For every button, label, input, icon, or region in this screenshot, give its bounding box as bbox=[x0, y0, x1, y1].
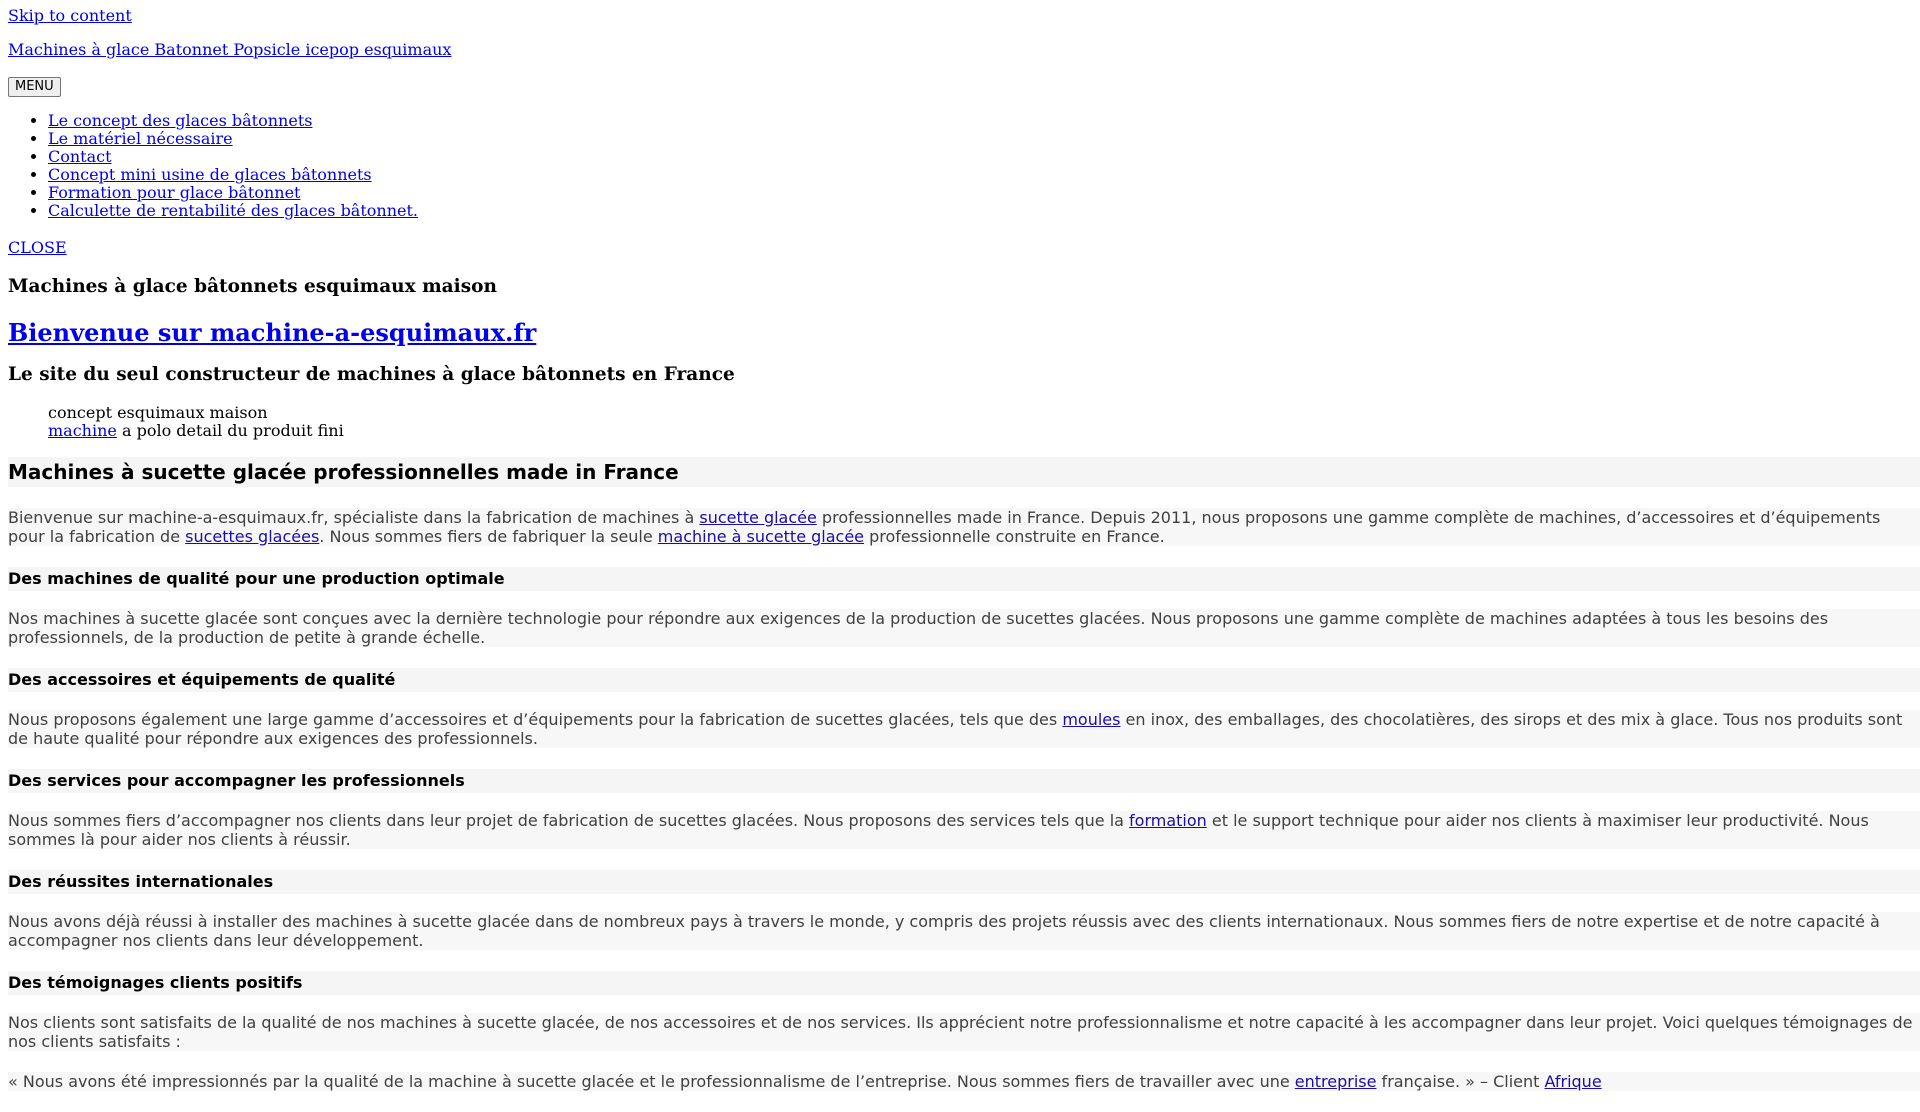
link-machine-sucette-glacee[interactable]: machine à sucette glacée bbox=[657, 527, 865, 546]
section-title-accessoires: Des accessoires et équipements de qualité bbox=[8, 668, 1920, 692]
nav-link-materiel[interactable]: Le matériel nécessaire bbox=[48, 129, 233, 148]
section-title-temoignages: Des témoignages clients positifs bbox=[8, 971, 1920, 995]
nav-item bbox=[48, 202, 418, 220]
link-formation[interactable]: formation bbox=[1129, 811, 1207, 830]
nav-item bbox=[48, 166, 418, 184]
link-entreprise[interactable]: entreprise bbox=[1294, 1072, 1377, 1091]
services-text-1: Nous sommes fiers d’accompagner nos clients dans leur projet de fabrication de sucettes glacées. Nous proposons des services tels que la bbox=[8, 811, 1130, 830]
link-moules[interactable]: moules bbox=[1062, 710, 1121, 729]
product-figure bbox=[48, 404, 344, 440]
link-sucette-glacee[interactable]: sucette glacée bbox=[699, 508, 817, 527]
tagline-heading: Le site du seul constructeur de machines à glace bâtonnets en France bbox=[8, 364, 735, 385]
site-heading: Machines à glace bâtonnets esquimaux maison bbox=[8, 276, 497, 297]
section-title-services: Des services pour accompagner les professionnels bbox=[8, 769, 1920, 793]
intro-paragraph bbox=[8, 508, 1920, 546]
section-title-machines: Des machines de qualité pour une production optimale bbox=[8, 567, 1920, 591]
link-sucettes-glacees[interactable]: sucettes glacées bbox=[185, 527, 320, 546]
nav-item bbox=[48, 148, 418, 166]
intro-text-2: professionnelles made in France. Depuis 2011, nous proposons une gamme complète de machines, d’accessoires et d’équipements pour la fabrication de bbox=[8, 508, 1881, 546]
section-title-reussites: Des réussites internationales bbox=[8, 870, 1920, 894]
nav-item bbox=[48, 130, 418, 148]
caption-text: a polo detail du produit fini bbox=[116, 421, 344, 440]
figure-caption bbox=[48, 422, 344, 440]
quote-text-2: française. » – Client bbox=[1376, 1072, 1545, 1091]
nav-item bbox=[48, 184, 418, 202]
main-content bbox=[8, 457, 1920, 1112]
broken-image-alt: concept esquimaux maison bbox=[48, 403, 268, 422]
intro-text-1: Bienvenue sur machine-a-esquimaux.fr, spécialiste dans la fabrication de machines à bbox=[8, 508, 700, 527]
caption-machine-link[interactable]: machine bbox=[48, 421, 117, 440]
main-navigation bbox=[8, 112, 418, 220]
nav-link-mini-usine[interactable]: Concept mini usine de glaces bâtonnets bbox=[48, 165, 372, 184]
nav-link-calculette[interactable]: Calculette de rentabilité des glaces bâtonnet. bbox=[48, 201, 418, 220]
section-text-services bbox=[8, 811, 1920, 849]
content-main-title: Machines à sucette glacée professionnelles made in France bbox=[8, 457, 1920, 487]
nav-link-formation[interactable]: Formation pour glace bâtonnet bbox=[48, 183, 301, 202]
nav-link-contact[interactable]: Contact bbox=[48, 147, 112, 166]
link-afrique[interactable]: Afrique bbox=[1544, 1072, 1602, 1091]
testimonial-quote bbox=[8, 1072, 1920, 1091]
section-text-reussites: Nous avons déjà réussi à installer des machines à sucette glacée dans de nombreux pays à travers le monde, y compris des projets réussis avec des clients internationaux. Nous sommes fiers de notre expertise et de notre capacité à accompagner nos clients dans leur développement. bbox=[8, 912, 1920, 950]
site-title-link[interactable]: Machines à glace Batonnet Popsicle icepop esquimaux bbox=[8, 40, 452, 59]
accessoires-text-1: Nous proposons également une large gamme d’accessoires et d’équipements pour la fabrication de sucettes glacées, tels que des bbox=[8, 710, 1063, 729]
services-text-2: et le support technique pour aider nos clients à maximiser leur productivité. Nous sommes là pour aider nos clients à réussir. bbox=[8, 811, 1869, 849]
nav-link-concept[interactable]: Le concept des glaces bâtonnets bbox=[48, 111, 313, 130]
section-text-accessoires bbox=[8, 710, 1920, 748]
nav-item bbox=[48, 112, 418, 130]
menu-button[interactable]: MENU bbox=[8, 77, 61, 97]
section-text-machines: Nos machines à sucette glacée sont conçues avec la dernière technologie pour répondre aux exigences de la production de sucettes glacées. Nous proposons une gamme complète de machines adaptées à tous les besoins des professionnels, de la production de petite à grande échelle. bbox=[8, 609, 1920, 647]
quote-text-1: « Nous avons été impressionnés par la qualité de la machine à sucette glacée et le professionnalisme de l’entreprise. Nous sommes fiers de travailler avec une bbox=[8, 1072, 1295, 1091]
close-menu-link[interactable]: CLOSE bbox=[8, 238, 67, 257]
welcome-link[interactable]: Bienvenue sur machine-a-esquimaux.fr bbox=[8, 318, 537, 347]
welcome-heading bbox=[8, 318, 536, 347]
intro-text-3: . Nous sommes fiers de fabriquer la seule bbox=[319, 527, 658, 546]
accessoires-text-2: en inox, des emballages, des chocolatières, des sirops et des mix à glace. Tous nos produits sont de haute qualité pour répondre aux exigences des professionnels. bbox=[8, 710, 1903, 748]
intro-text-4: professionnelle construite en France. bbox=[864, 527, 1165, 546]
section-text-temoignages: Nos clients sont satisfaits de la qualité de nos machines à sucette glacée, de nos accessoires et de nos services. Ils apprécient notre professionnalisme et notre capacité à les accompagner dans leur projet. Voici quelques témoignages de nos clients satisfaits : bbox=[8, 1013, 1920, 1051]
skip-to-content-link[interactable]: Skip to content bbox=[8, 6, 132, 25]
